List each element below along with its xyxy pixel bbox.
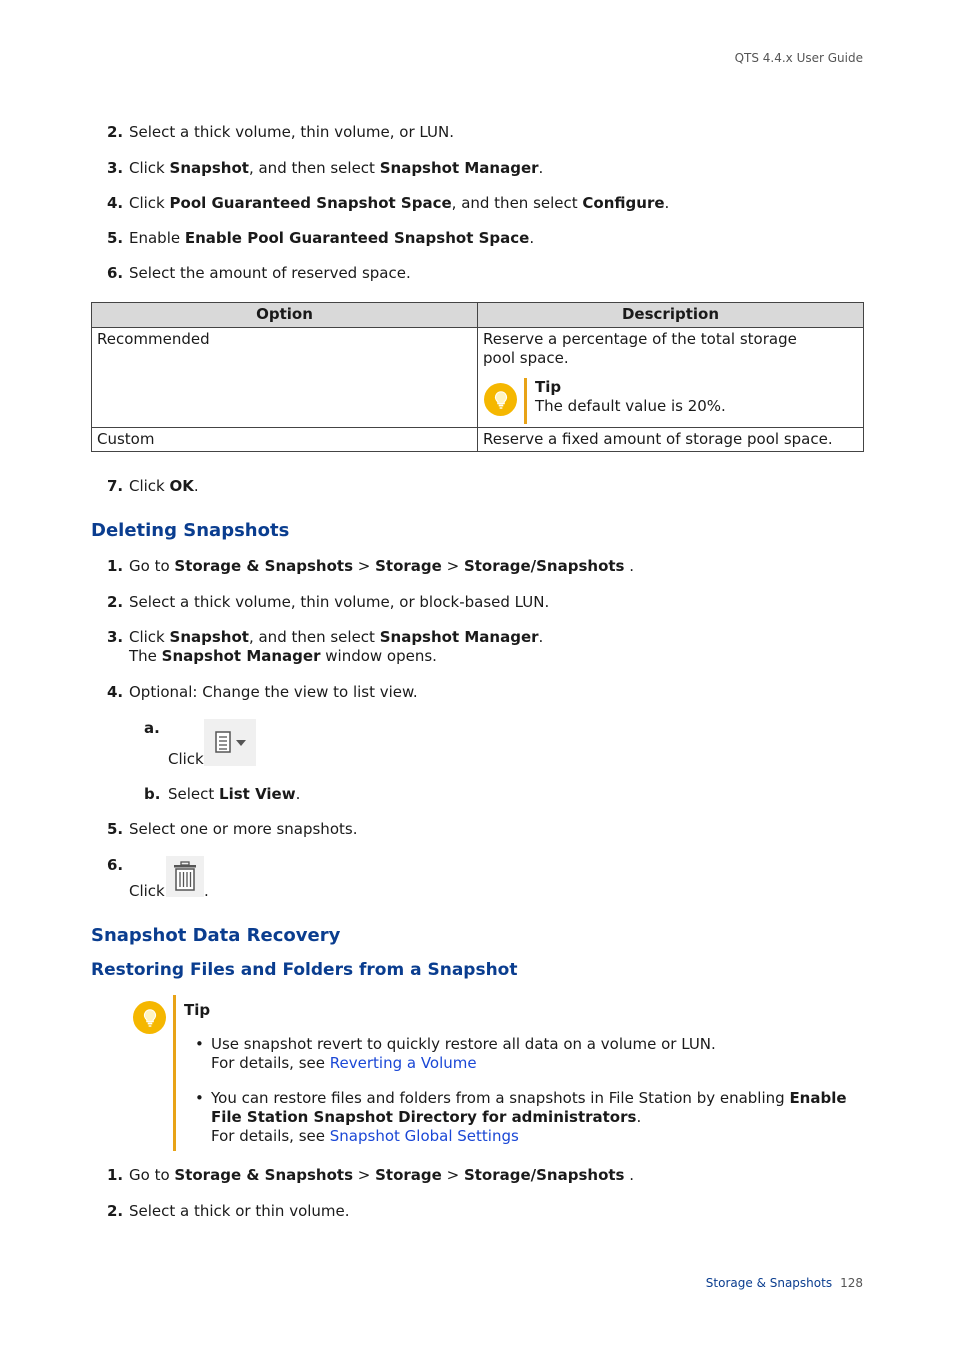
- step-text: [129, 1202, 350, 1221]
- tip-bullet-1-line1: Use snapshot revert to quickly restore all data on a volume or LUN.: [211, 1035, 716, 1053]
- bold-term: Pool Guaranteed Snapshot Space: [169, 194, 452, 212]
- bold-term: Storage: [375, 1166, 442, 1184]
- tip-bullet-1-line2: [211, 1054, 716, 1073]
- tip-bullet-2-line1: [211, 1089, 847, 1108]
- tip-accent-bar: [173, 995, 176, 1151]
- substep-b-text: [168, 785, 300, 803]
- text-run: >: [441, 557, 464, 575]
- text-run: , and then select: [248, 628, 380, 646]
- step-text: [129, 557, 634, 576]
- see-prefix: For details, see: [211, 1054, 330, 1072]
- step-text: [129, 628, 543, 666]
- text-run: Click: [129, 477, 170, 495]
- table-row: [92, 328, 864, 428]
- bullet-2-bold: Enable: [789, 1089, 847, 1107]
- step-text: [129, 159, 543, 178]
- text-run: Select the amount of reserved space.: [129, 264, 411, 282]
- text-run: .: [538, 159, 544, 177]
- guide-title: QTS 4.4.x User Guide: [734, 51, 863, 65]
- step-text: [129, 264, 411, 283]
- lightbulb-icon: [133, 1001, 166, 1034]
- text-run: , and then select: [248, 159, 380, 177]
- step-text: [129, 123, 454, 142]
- text-run: Select: [168, 785, 220, 803]
- step-text: [129, 683, 418, 702]
- text-run: >: [441, 1166, 464, 1184]
- bold-term: Snapshot Manager: [161, 647, 321, 665]
- step-text: [129, 820, 357, 839]
- table-row: [92, 428, 864, 452]
- text-run: Click: [129, 194, 170, 212]
- tip-title: Tip: [184, 1001, 211, 1019]
- see-prefix: For details, see: [211, 1127, 330, 1145]
- bold-term: Storage: [375, 557, 442, 575]
- bold-term: OK: [169, 477, 194, 495]
- step-text: [129, 194, 669, 213]
- description-text: Reserve a percentage of the total storage pool space.: [483, 330, 797, 367]
- tip-box: [133, 995, 863, 1151]
- step-number: 5.: [107, 820, 124, 838]
- tip-box: [483, 376, 858, 424]
- column-header-option: Option: [92, 303, 478, 328]
- bold-term: Storage/Snapshots: [463, 557, 625, 575]
- step-number: 2.: [107, 123, 124, 141]
- step-text: [129, 593, 549, 612]
- text-run: Click: [129, 159, 170, 177]
- step-number: 4.: [107, 683, 124, 701]
- text-run: .: [624, 557, 635, 575]
- substep-b-letter: b.: [144, 785, 161, 803]
- step-number: 7.: [107, 477, 124, 495]
- step-number: 1.: [107, 557, 124, 575]
- options-table: [91, 302, 864, 452]
- text-run: window opens.: [320, 647, 437, 665]
- text-run: .: [193, 477, 199, 495]
- delete-button[interactable]: [166, 856, 204, 897]
- description-cell: [478, 328, 864, 428]
- step-number: 4.: [107, 194, 124, 212]
- link-snapshot-global-settings[interactable]: Snapshot Global Settings: [329, 1127, 519, 1145]
- step-text: [129, 229, 534, 248]
- text-run: .: [664, 194, 670, 212]
- tip-title: Tip: [535, 378, 562, 396]
- bold-term: List View: [219, 785, 296, 803]
- step-text: [129, 477, 199, 496]
- step-text: [129, 1166, 634, 1185]
- step-number: 2.: [107, 593, 124, 611]
- text-run: Enable: [129, 229, 185, 247]
- text-run: Optional: Change the view to list view.: [129, 683, 418, 701]
- text-run: , and then select: [451, 194, 583, 212]
- text-run: Select a thick volume, thin volume, or block-based LUN.: [129, 593, 550, 611]
- step-number: 5.: [107, 229, 124, 247]
- step-number: 1.: [107, 1166, 124, 1184]
- step-number: 3.: [107, 159, 124, 177]
- text-run: .: [538, 628, 544, 646]
- option-cell: Recommended: [92, 328, 478, 428]
- column-header-description: Description: [478, 303, 864, 328]
- text-run: >: [353, 557, 376, 575]
- text-run: .: [624, 1166, 635, 1184]
- page-footer: [706, 1276, 863, 1290]
- bullet-dot: •: [195, 1035, 204, 1053]
- text-run: .: [295, 785, 301, 803]
- list-view-button[interactable]: [204, 719, 256, 766]
- lightbulb-icon: [484, 383, 517, 416]
- bold-term: Snapshot Manager: [379, 628, 539, 646]
- text-run: >: [353, 1166, 376, 1184]
- bold-term: Snapshot Manager: [379, 159, 539, 177]
- page-number: 128: [840, 1276, 863, 1290]
- footer-section: Storage & Snapshots: [705, 1276, 833, 1290]
- delete-step-6-click: Click: [129, 882, 165, 900]
- subsection-heading-restoring-files: Restoring Files and Folders from a Snapshot: [91, 960, 518, 980]
- delete-step-6-number: 6.: [107, 856, 124, 874]
- text-run: Select one or more snapshots.: [129, 820, 358, 838]
- link-reverting-a-volume[interactable]: Reverting a Volume: [329, 1054, 477, 1072]
- bold-term: Configure: [582, 194, 665, 212]
- tip-bullet-2-line2: [211, 1108, 847, 1127]
- step-number: 6.: [107, 264, 124, 282]
- tip-text: The default value is 20%.: [535, 397, 726, 415]
- bold-term: Storage & Snapshots: [174, 1166, 353, 1184]
- list-view-icon: [208, 726, 252, 760]
- text-run: .: [529, 229, 535, 247]
- tip-bullet-2-line3: [211, 1127, 847, 1146]
- bold-term: Storage/Snapshots: [463, 1166, 625, 1184]
- section-heading-snapshot-data-recovery: Snapshot Data Recovery: [91, 925, 341, 946]
- text-run: Select a thick or thin volume.: [129, 1202, 350, 1220]
- bold-term: Snapshot: [169, 159, 249, 177]
- step-number: 2.: [107, 1202, 124, 1220]
- bold-term: Enable Pool Guaranteed Snapshot Space: [184, 229, 530, 247]
- text-run: Go to: [129, 557, 175, 575]
- table-header-row: [92, 303, 864, 328]
- delete-step-6-period: .: [204, 882, 209, 900]
- substep-a-letter: a.: [144, 719, 160, 737]
- description-cell: Reserve a fixed amount of storage pool space.: [478, 428, 864, 452]
- substep-a-click: Click: [168, 750, 204, 768]
- bold-term: Storage & Snapshots: [174, 557, 353, 575]
- option-cell: Custom: [92, 428, 478, 452]
- trash-icon: [171, 861, 199, 893]
- bold-term: Snapshot: [169, 628, 249, 646]
- bullet-2-period: .: [636, 1108, 642, 1126]
- text-run: Click: [129, 628, 170, 646]
- step-number: 3.: [107, 628, 124, 646]
- bullet-dot: •: [195, 1089, 204, 1107]
- bullet-2-bold-setting: File Station Snapshot Directory for administrators: [211, 1108, 637, 1126]
- text-run: Go to: [129, 1166, 175, 1184]
- bullet-2-text: You can restore files and folders from a snapshots in File Station by enabling: [211, 1089, 790, 1107]
- text-run: Select a thick volume, thin volume, or LUN.: [129, 123, 454, 141]
- section-heading-deleting-snapshots: Deleting Snapshots: [91, 520, 290, 541]
- tip-accent-bar: [524, 378, 527, 424]
- text-run: The: [129, 647, 162, 665]
